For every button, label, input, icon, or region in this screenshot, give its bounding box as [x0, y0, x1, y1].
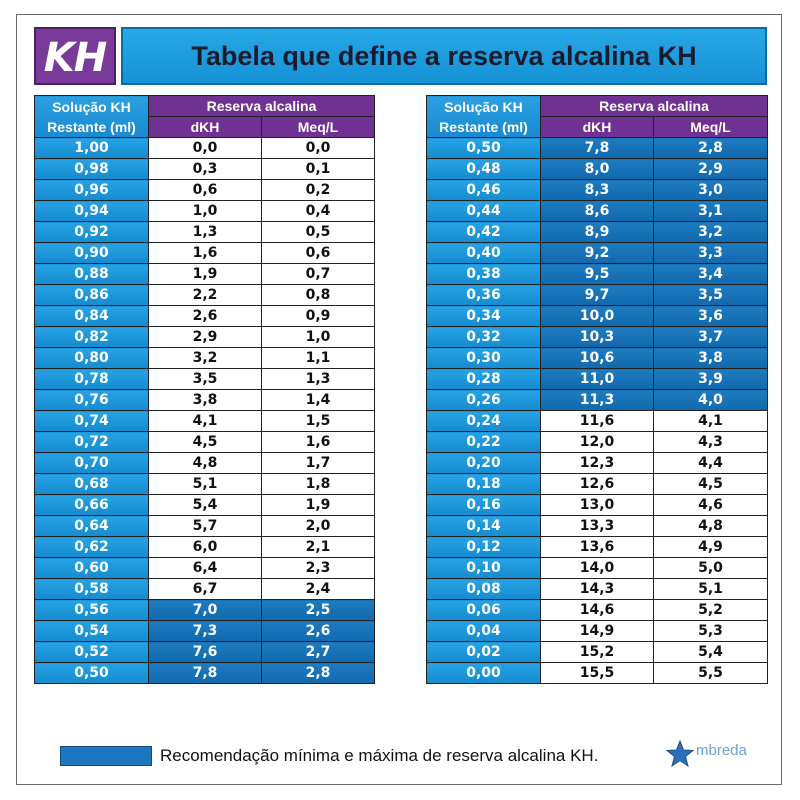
cell-meq: 3,5 — [654, 285, 768, 306]
table-row — [427, 369, 768, 390]
cell-solucao: 0,76 — [35, 390, 149, 411]
cell-dkh: 13,0 — [541, 495, 654, 516]
table-row — [35, 369, 375, 390]
cell-meq: 4,4 — [654, 453, 768, 474]
table-row — [35, 222, 375, 243]
cell-meq: 2,0 — [262, 516, 375, 537]
cell-dkh: 11,6 — [541, 411, 654, 432]
page-title: Tabela que define a reserva alcalina KH — [121, 27, 767, 85]
cell-dkh: 8,6 — [541, 201, 654, 222]
table-row — [427, 180, 768, 201]
cell-solucao: 0,58 — [35, 579, 149, 600]
table-row — [35, 600, 375, 621]
table-row — [35, 663, 375, 684]
header-meq: Meq/L — [262, 117, 375, 138]
cell-solucao: 0,04 — [427, 621, 541, 642]
cell-dkh: 7,6 — [149, 642, 262, 663]
cell-solucao: 0,82 — [35, 327, 149, 348]
cell-solucao: 0,30 — [427, 348, 541, 369]
table-row — [427, 264, 768, 285]
table-row — [35, 558, 375, 579]
cell-meq: 4,9 — [654, 537, 768, 558]
cell-dkh: 3,5 — [149, 369, 262, 390]
table-row — [35, 285, 375, 306]
table-row — [427, 348, 768, 369]
cell-meq: 5,1 — [654, 579, 768, 600]
cell-dkh: 1,3 — [149, 222, 262, 243]
cell-dkh: 12,0 — [541, 432, 654, 453]
header-meq: Meq/L — [654, 117, 768, 138]
table-row — [427, 327, 768, 348]
logo-text: mbreda — [696, 742, 747, 759]
cell-dkh: 5,1 — [149, 474, 262, 495]
header-reserva: Reserva alcalina — [149, 96, 375, 117]
cell-solucao: 0,08 — [427, 579, 541, 600]
cell-dkh: 1,6 — [149, 243, 262, 264]
cell-meq: 3,7 — [654, 327, 768, 348]
table-row — [35, 306, 375, 327]
header-solucao: Solução KH Restante (ml) — [35, 96, 149, 138]
table-row — [35, 537, 375, 558]
header-solucao: Solução KH Restante (ml) — [427, 96, 541, 138]
table-row — [427, 138, 768, 159]
cell-solucao: 0,92 — [35, 222, 149, 243]
cell-meq: 5,4 — [654, 642, 768, 663]
right-table — [426, 95, 768, 684]
table-row — [427, 537, 768, 558]
cell-solucao: 0,72 — [35, 432, 149, 453]
cell-solucao: 0,28 — [427, 369, 541, 390]
table-row — [35, 495, 375, 516]
table-row — [427, 558, 768, 579]
table-row — [427, 621, 768, 642]
table-row — [35, 327, 375, 348]
cell-dkh: 12,3 — [541, 453, 654, 474]
cell-dkh: 14,9 — [541, 621, 654, 642]
table-row — [35, 579, 375, 600]
cell-solucao: 0,36 — [427, 285, 541, 306]
cell-solucao: 0,78 — [35, 369, 149, 390]
cell-meq: 2,6 — [262, 621, 375, 642]
table-row — [35, 348, 375, 369]
cell-meq: 5,0 — [654, 558, 768, 579]
cell-dkh: 8,3 — [541, 180, 654, 201]
cell-meq: 1,9 — [262, 495, 375, 516]
table-row — [427, 159, 768, 180]
cell-meq: 2,7 — [262, 642, 375, 663]
cell-meq: 4,8 — [654, 516, 768, 537]
cell-solucao: 0,40 — [427, 243, 541, 264]
cell-dkh: 9,7 — [541, 285, 654, 306]
table-row — [35, 642, 375, 663]
cell-solucao: 0,86 — [35, 285, 149, 306]
cell-meq: 2,9 — [654, 159, 768, 180]
cell-meq: 4,6 — [654, 495, 768, 516]
cell-meq: 5,5 — [654, 663, 768, 684]
table-row — [35, 243, 375, 264]
cell-meq: 3,9 — [654, 369, 768, 390]
cell-solucao: 0,74 — [35, 411, 149, 432]
table-row — [35, 180, 375, 201]
cell-solucao: 0,18 — [427, 474, 541, 495]
table-row — [35, 411, 375, 432]
cell-solucao: 0,60 — [35, 558, 149, 579]
cell-solucao: 0,24 — [427, 411, 541, 432]
cell-dkh: 10,0 — [541, 306, 654, 327]
cell-dkh: 6,4 — [149, 558, 262, 579]
table-row — [35, 474, 375, 495]
cell-meq: 2,4 — [262, 579, 375, 600]
cell-dkh: 13,6 — [541, 537, 654, 558]
table-row — [427, 432, 768, 453]
cell-solucao: 0,20 — [427, 453, 541, 474]
table-row — [427, 285, 768, 306]
cell-dkh: 13,3 — [541, 516, 654, 537]
cell-meq: 3,4 — [654, 264, 768, 285]
cell-dkh: 0,6 — [149, 180, 262, 201]
table-row — [427, 306, 768, 327]
cell-solucao: 0,56 — [35, 600, 149, 621]
cell-solucao: 0,32 — [427, 327, 541, 348]
cell-meq: 1,3 — [262, 369, 375, 390]
cell-dkh: 0,0 — [149, 138, 262, 159]
legend-text: Recomendação mínima e máxima de reserva alcalina KH. — [160, 746, 599, 765]
cell-solucao: 0,02 — [427, 642, 541, 663]
cell-solucao: 1,00 — [35, 138, 149, 159]
cell-dkh: 4,1 — [149, 411, 262, 432]
table-row — [35, 432, 375, 453]
cell-solucao: 0,66 — [35, 495, 149, 516]
table-row — [427, 516, 768, 537]
cell-dkh: 1,9 — [149, 264, 262, 285]
cell-meq: 2,5 — [262, 600, 375, 621]
header-dkh: dKH — [149, 117, 262, 138]
cell-solucao: 0,52 — [35, 642, 149, 663]
cell-dkh: 9,5 — [541, 264, 654, 285]
cell-solucao: 0,12 — [427, 537, 541, 558]
cell-dkh: 14,6 — [541, 600, 654, 621]
cell-meq: 3,8 — [654, 348, 768, 369]
cell-dkh: 15,5 — [541, 663, 654, 684]
table-row — [427, 642, 768, 663]
cell-meq: 2,1 — [262, 537, 375, 558]
cell-meq: 0,7 — [262, 264, 375, 285]
cell-dkh: 2,9 — [149, 327, 262, 348]
cell-meq: 1,0 — [262, 327, 375, 348]
cell-meq: 0,8 — [262, 285, 375, 306]
cell-dkh: 8,9 — [541, 222, 654, 243]
cell-meq: 4,0 — [654, 390, 768, 411]
cell-meq: 2,8 — [654, 138, 768, 159]
table-row — [427, 411, 768, 432]
cell-dkh: 3,8 — [149, 390, 262, 411]
cell-solucao: 0,44 — [427, 201, 541, 222]
cell-meq: 0,2 — [262, 180, 375, 201]
cell-solucao: 0,50 — [35, 663, 149, 684]
cell-meq: 4,3 — [654, 432, 768, 453]
cell-solucao: 0,48 — [427, 159, 541, 180]
cell-solucao: 0,38 — [427, 264, 541, 285]
cell-solucao: 0,96 — [35, 180, 149, 201]
cell-dkh: 5,7 — [149, 516, 262, 537]
table-row — [35, 621, 375, 642]
cell-dkh: 7,0 — [149, 600, 262, 621]
cell-meq: 3,6 — [654, 306, 768, 327]
cell-solucao: 0,42 — [427, 222, 541, 243]
cell-meq: 5,2 — [654, 600, 768, 621]
table-row — [35, 516, 375, 537]
cell-meq: 0,1 — [262, 159, 375, 180]
cell-dkh: 8,0 — [541, 159, 654, 180]
cell-solucao: 0,70 — [35, 453, 149, 474]
right-table-body — [427, 138, 768, 684]
cell-solucao: 0,88 — [35, 264, 149, 285]
cell-dkh: 3,2 — [149, 348, 262, 369]
table-row — [35, 138, 375, 159]
cell-solucao: 0,98 — [35, 159, 149, 180]
cell-solucao: 0,16 — [427, 495, 541, 516]
cell-meq: 3,2 — [654, 222, 768, 243]
table-row — [427, 495, 768, 516]
cell-solucao: 0,94 — [35, 201, 149, 222]
table-row — [35, 264, 375, 285]
cell-solucao: 0,22 — [427, 432, 541, 453]
cell-meq: 0,5 — [262, 222, 375, 243]
cell-meq: 0,9 — [262, 306, 375, 327]
cell-dkh: 10,6 — [541, 348, 654, 369]
cell-meq: 5,3 — [654, 621, 768, 642]
table-row — [427, 243, 768, 264]
cell-meq: 4,1 — [654, 411, 768, 432]
cell-solucao: 0,34 — [427, 306, 541, 327]
cell-meq: 3,1 — [654, 201, 768, 222]
cell-dkh: 11,3 — [541, 390, 654, 411]
cell-meq: 0,4 — [262, 201, 375, 222]
cell-meq: 1,8 — [262, 474, 375, 495]
table-row — [427, 600, 768, 621]
star-icon — [666, 740, 694, 768]
cell-solucao: 0,14 — [427, 516, 541, 537]
cell-solucao: 0,06 — [427, 600, 541, 621]
cell-dkh: 11,0 — [541, 369, 654, 390]
cell-solucao: 0,62 — [35, 537, 149, 558]
table-row — [35, 159, 375, 180]
cell-meq: 0,0 — [262, 138, 375, 159]
cell-solucao: 0,84 — [35, 306, 149, 327]
header-dkh: dKH — [541, 117, 654, 138]
cell-meq: 2,8 — [262, 663, 375, 684]
cell-dkh: 6,7 — [149, 579, 262, 600]
cell-dkh: 9,2 — [541, 243, 654, 264]
cell-dkh: 15,2 — [541, 642, 654, 663]
cell-dkh: 6,0 — [149, 537, 262, 558]
cell-solucao: 0,90 — [35, 243, 149, 264]
table-row — [427, 222, 768, 243]
left-table — [34, 95, 375, 684]
cell-solucao: 0,54 — [35, 621, 149, 642]
cell-meq: 1,5 — [262, 411, 375, 432]
table-row — [35, 453, 375, 474]
kh-badge: KH — [34, 27, 116, 85]
cell-meq: 2,3 — [262, 558, 375, 579]
cell-dkh: 10,3 — [541, 327, 654, 348]
brand-logo — [666, 740, 762, 774]
cell-solucao: 0,10 — [427, 558, 541, 579]
table-row — [427, 390, 768, 411]
cell-dkh: 7,8 — [541, 138, 654, 159]
legend-swatch — [60, 746, 152, 766]
cell-solucao: 0,80 — [35, 348, 149, 369]
cell-dkh: 12,6 — [541, 474, 654, 495]
cell-meq: 4,5 — [654, 474, 768, 495]
table-row — [35, 390, 375, 411]
header-reserva: Reserva alcalina — [541, 96, 768, 117]
cell-meq: 1,1 — [262, 348, 375, 369]
table-row — [427, 579, 768, 600]
cell-dkh: 1,0 — [149, 201, 262, 222]
cell-meq: 3,0 — [654, 180, 768, 201]
cell-solucao: 0,68 — [35, 474, 149, 495]
cell-meq: 3,3 — [654, 243, 768, 264]
cell-meq: 1,7 — [262, 453, 375, 474]
cell-solucao: 0,26 — [427, 390, 541, 411]
table-row — [427, 663, 768, 684]
cell-meq: 1,6 — [262, 432, 375, 453]
cell-dkh: 7,8 — [149, 663, 262, 684]
cell-solucao: 0,50 — [427, 138, 541, 159]
table-row — [35, 201, 375, 222]
cell-meq: 0,6 — [262, 243, 375, 264]
table-row — [427, 201, 768, 222]
cell-solucao: 0,64 — [35, 516, 149, 537]
cell-dkh: 14,0 — [541, 558, 654, 579]
cell-dkh: 4,8 — [149, 453, 262, 474]
cell-solucao: 0,00 — [427, 663, 541, 684]
table-row — [427, 474, 768, 495]
cell-dkh: 2,2 — [149, 285, 262, 306]
cell-dkh: 7,3 — [149, 621, 262, 642]
cell-meq: 1,4 — [262, 390, 375, 411]
left-table-body — [35, 138, 375, 684]
cell-solucao: 0,46 — [427, 180, 541, 201]
table-row — [427, 453, 768, 474]
cell-dkh: 2,6 — [149, 306, 262, 327]
cell-dkh: 5,4 — [149, 495, 262, 516]
cell-dkh: 0,3 — [149, 159, 262, 180]
cell-dkh: 14,3 — [541, 579, 654, 600]
cell-dkh: 4,5 — [149, 432, 262, 453]
